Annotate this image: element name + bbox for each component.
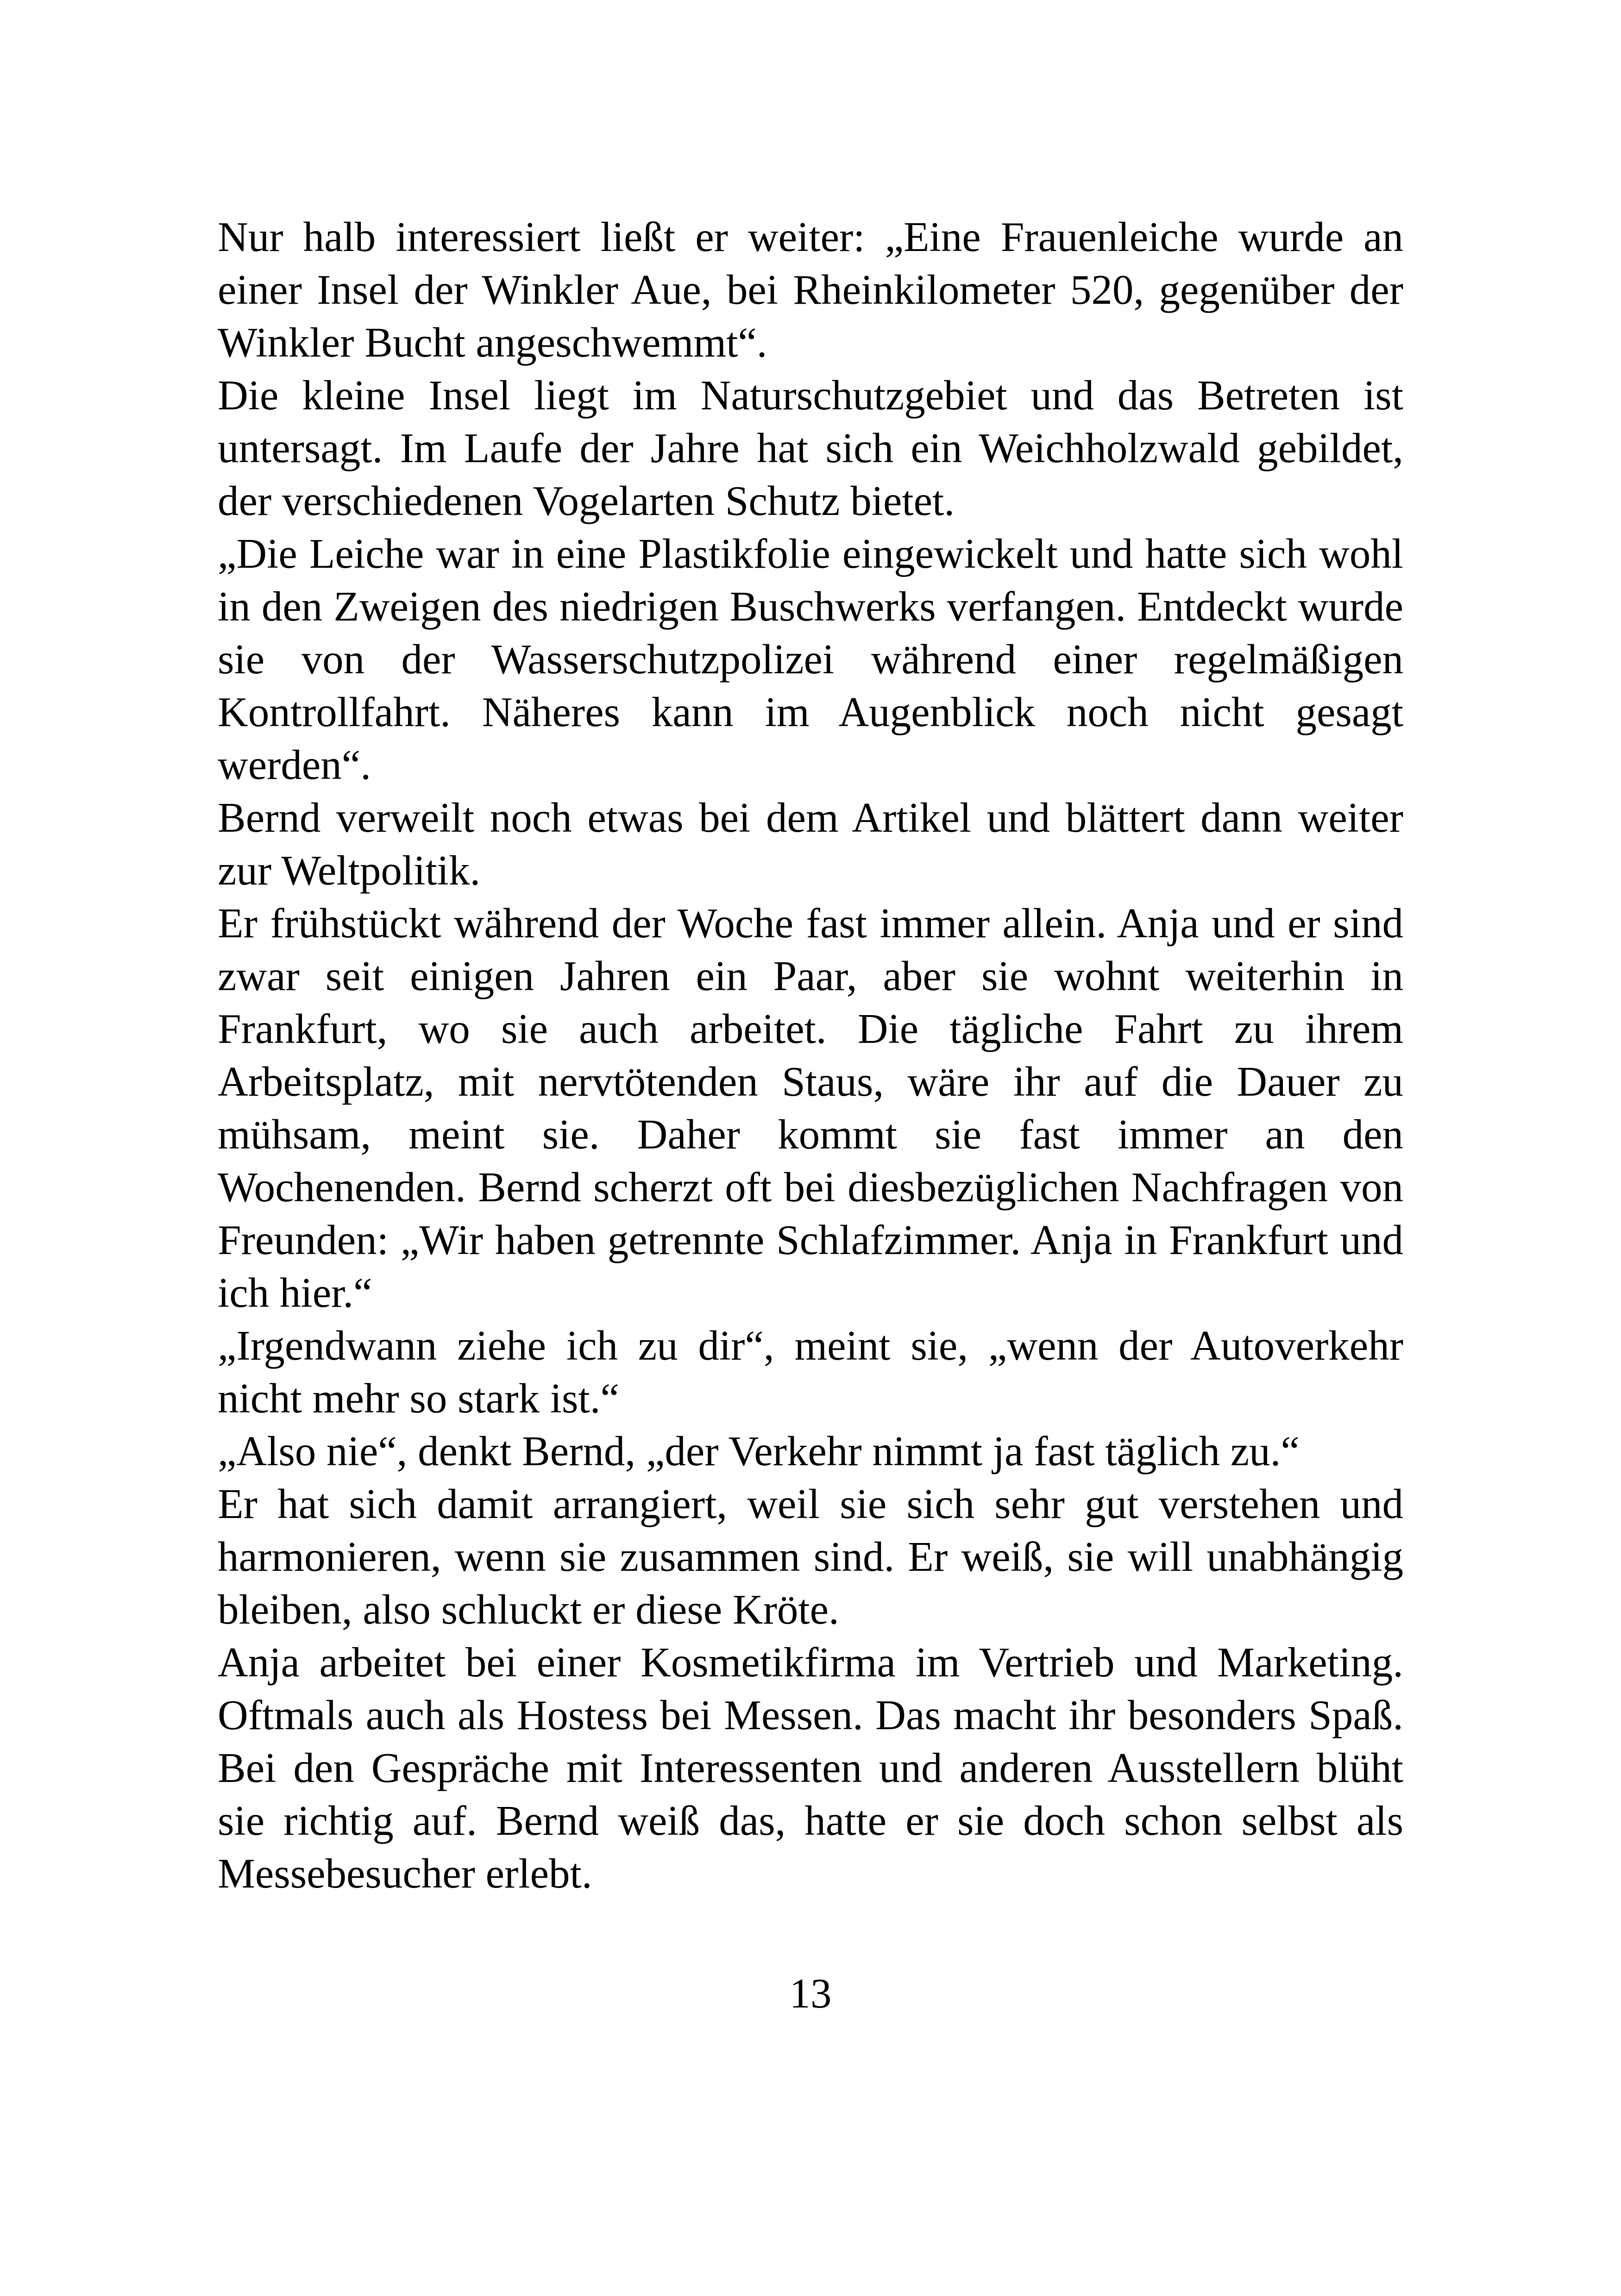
page-number: 13	[789, 1970, 832, 2017]
paragraph: Nur halb interessiert ließt er weiter: „Eine Frauenleiche wurde an einer Insel der Winkler Aue, bei Rheinkilometer 520, gegenüber der Winkler Bucht angeschwemmt“.	[218, 213, 1403, 366]
paragraph: „Also nie“, denkt Bernd, „der Verkehr nimmt ja fast täglich zu.“	[218, 1428, 1300, 1474]
paragraph: Bernd verweilt noch etwas bei dem Artikel und blättert dann weiter zur Weltpolitik.	[218, 794, 1403, 894]
paragraph: Er hat sich damit arrangiert, weil sie sich sehr gut verstehen und harmonieren, wenn sie zusammen sind. Er weiß, sie will unabhängig bleiben, also schluckt er diese Kröte.	[218, 1480, 1403, 1633]
paragraph: Er frühstückt während der Woche fast immer allein. Anja und er sind zwar seit einigen Jahren ein Paar, aber sie wohnt weiterhin in Frankfurt, wo sie auch arbeitet. Die tägliche Fahrt zu ihrem Arbeitsplatz, mit nervtötenden Staus, wäre ihr auf die Dauer zu mühsam, meint sie. Daher kommt sie fast immer an den Wochenenden. Bernd scherzt oft bei diesbezüglichen Nachfragen von Freunden: „Wir haben getrennte Schlafzimmer. Anja in Frankfurt und ich hier.“	[218, 900, 1403, 1316]
paragraph: „Die Leiche war in eine Plastikfolie eingewickelt und hatte sich wohl in den Zweigen des niedrigen Buschwerks verfangen. Entdeckt wurde sie von der Wasserschutzpolizei während einer regelmäßigen Kontrollfahrt. Näheres kann im Augenblick noch nicht gesagt werden“.	[218, 530, 1403, 788]
paragraph: „Irgendwann ziehe ich zu dir“, meint sie, „wenn der Autoverkehr nicht mehr so stark ist.“	[218, 1322, 1403, 1422]
body-text	[218, 211, 1403, 1900]
paragraph: Die kleine Insel liegt im Naturschutzgebiet und das Betreten ist untersagt. Im Laufe der Jahre hat sich ein Weichholzwald gebildet, der verschiedenen Vogelarten Schutz bietet.	[218, 372, 1403, 524]
paragraph: Anja arbeitet bei einer Kosmetikfirma im Vertrieb und Marketing. Oftmals auch als Hostess bei Messen. Das macht ihr besonders Spaß. Bei den Gespräche mit Interessenten und anderen Ausstellern blüht sie richtig auf. Bernd weiß das, hatte er sie doch schon selbst als Messebesucher erlebt.	[218, 1639, 1403, 1897]
